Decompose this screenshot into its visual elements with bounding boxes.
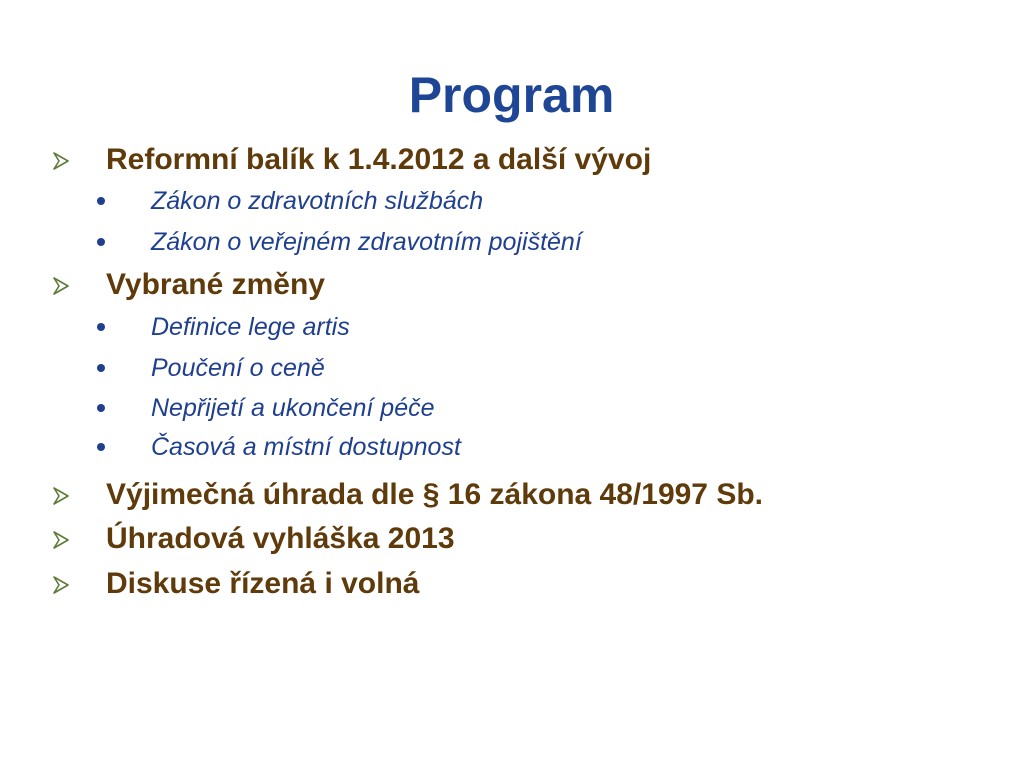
- arrow-bullet-icon: [53, 277, 69, 295]
- arrow-bullet-icon: [53, 152, 69, 170]
- dot-bullet-icon: [97, 323, 105, 331]
- bullet-text: Vybrané změny: [106, 268, 325, 301]
- subbullet-text: Poučení o ceně: [151, 354, 325, 382]
- arrow-bullet-icon: [53, 487, 69, 505]
- subbullet-text: Nepřijetí a ukončení péče: [151, 394, 435, 422]
- subbullet-text: Zákon o veřejném zdravotním pojištění: [151, 228, 582, 256]
- slide-title: Program: [408, 67, 615, 123]
- dot-bullet-icon: [97, 197, 105, 205]
- dot-bullet-icon: [97, 443, 105, 451]
- bullet-text: Úhradová vyhláška 2013: [106, 522, 455, 555]
- subbullet-text: Definice lege artis: [151, 313, 350, 341]
- dot-bullet-icon: [97, 238, 105, 246]
- bullet-text: Výjimečná úhrada dle § 16 zákona 48/1997 Sb.: [106, 478, 763, 511]
- dot-bullet-icon: [97, 364, 105, 372]
- subbullet-text: Zákon o zdravotních službách: [151, 187, 484, 215]
- arrow-bullet-icon: [53, 531, 69, 549]
- arrow-bullet-icon: [53, 576, 69, 594]
- bullet-text: Diskuse řízená i volná: [106, 567, 420, 600]
- bullet-text: Reformní balík k 1.4.2012 a další vývoj: [106, 143, 652, 176]
- subbullet-text: Časová a místní dostupnost: [151, 433, 461, 461]
- dot-bullet-icon: [97, 404, 105, 412]
